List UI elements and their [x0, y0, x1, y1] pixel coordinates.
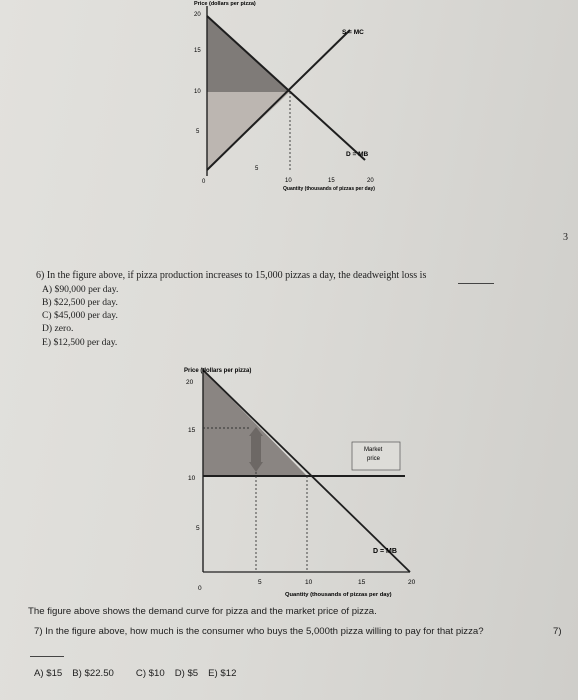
q6-option-c[interactable]: C) $45,000 per day.	[42, 310, 118, 321]
y-tick-20: 20	[186, 379, 194, 386]
demand-label: D = MB	[373, 548, 397, 555]
q6-option-d[interactable]: D) zero.	[42, 323, 74, 334]
chart-demand-market-price	[170, 360, 430, 600]
q7-option-c[interactable]: C) $10	[135, 668, 165, 679]
y-tick-20: 20	[194, 12, 201, 18]
y-tick-10: 10	[194, 89, 201, 95]
x-tick-10: 10	[305, 579, 313, 586]
q7-question: 7) In the figure above, how much is the consumer who buys the 5,000th pizza willing to pay for that pizza?	[34, 626, 484, 637]
chart2-ylabel: Price (dollars per pizza)	[184, 368, 252, 374]
x-tick-0: 0	[202, 179, 206, 185]
q7-option-b[interactable]: B) $22.50	[72, 668, 114, 679]
chart-supply-demand	[180, 0, 420, 200]
market-label-line1: Market	[364, 447, 383, 453]
x-tick-20: 20	[367, 178, 374, 184]
q7-option-a[interactable]: A) $15	[34, 668, 63, 679]
x-tick-15: 15	[328, 178, 335, 184]
x-tick-5: 5	[255, 166, 259, 172]
q7-option-e[interactable]: E) $12	[208, 668, 237, 679]
y-tick-5: 5	[196, 525, 200, 532]
q6-option-e[interactable]: E) $12,500 per day.	[42, 337, 118, 348]
q6-question: 6) In the figure above, if pizza production increases to 15,000 pizzas a day, the deadweight loss is	[36, 270, 427, 281]
chart2-xlabel: Quantity (thousands of pizzas per day)	[285, 592, 392, 598]
q7-options	[34, 668, 246, 679]
q7-answer-blank[interactable]	[30, 656, 64, 657]
x-tick-10: 10	[285, 178, 292, 184]
y-tick-5: 5	[196, 129, 200, 135]
q7-option-d[interactable]: D) $5	[174, 668, 199, 679]
chart1-xlabel: Quantity (thousands of pizzas per day)	[283, 186, 375, 192]
surplus-arrow-shaft	[251, 434, 261, 464]
x-tick-20: 20	[408, 579, 416, 586]
market-label-line2: price	[367, 456, 381, 462]
y-tick-10: 10	[188, 475, 196, 482]
x-tick-15: 15	[358, 579, 366, 586]
y-tick-15: 15	[194, 48, 201, 54]
chart1-ylabel: Price (dollars per pizza)	[194, 1, 256, 7]
x-tick-0: 0	[198, 585, 202, 592]
x-tick-5: 5	[258, 579, 262, 586]
q6-option-b[interactable]: B) $22,500 per day.	[42, 297, 118, 308]
supply-label: S = MC	[342, 29, 364, 36]
q6-option-a[interactable]: A) $90,000 per day.	[42, 284, 119, 295]
figure-caption: The figure above shows the demand curve for pizza and the market price of pizza.	[28, 606, 377, 617]
y-tick-15: 15	[188, 427, 196, 434]
q6-answer-blank[interactable]	[458, 283, 494, 284]
q7-margin-number: 7)	[553, 626, 562, 637]
page-number: 3	[563, 232, 568, 243]
demand-label: D = MB	[346, 151, 369, 158]
